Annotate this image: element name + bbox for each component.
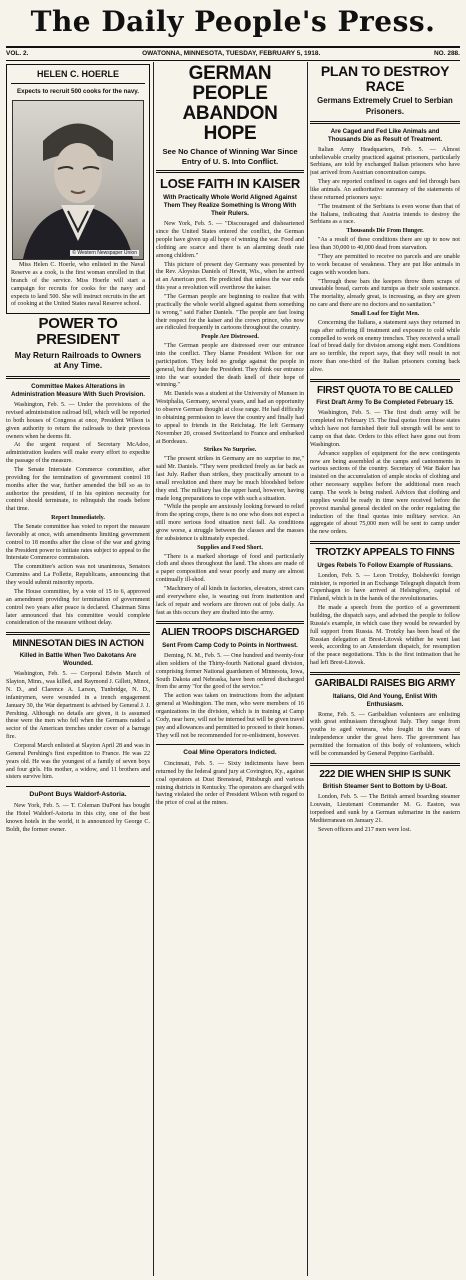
- photo-credit: © Western Newspaper Union: [72, 250, 137, 257]
- race-deck2: Are Caged and Fed Like Animals and Thousands Die as Result of Treatment.: [327, 127, 443, 143]
- column-3: [310, 62, 460, 1278]
- sink-headline: 222 DIE WHEN SHIP IS SUNK: [319, 768, 451, 780]
- garibaldi-article: Rome, Feb. 5. — Garibaldian volunteers are enlisting with great enthusiasm throughout Italy. They range from youths to aged veterans, who fought in the wars of independence under the great hero. The government has permitted the formation of this body of volunteers, which will be commanded by General Peppino Garibaldi.: [310, 711, 460, 757]
- hoerle-caption: Miss Helen C. Hoerle, who enlisted in the Naval Reserve as a cook, is the first woman enrolled in that branch of the service. Miss Hoerle will start a campaign for recruits for cooks for the navy and expects to land 500. She will instruct recruits in the art of cooking at the United States naval Reserve school.: [11, 262, 145, 308]
- power-deck2: Committee Makes Alterations in Administration Measure With Such Provision.: [10, 383, 146, 399]
- volume-label: VOL. 2.: [6, 50, 29, 57]
- german-deck: See No Chance of Winning War Since Entry of U. S. Into Conflict.: [162, 146, 298, 166]
- issue-number: NO. 288.: [433, 50, 460, 57]
- race-headline: PLAN TO DESTROY RACE: [320, 63, 450, 94]
- alien-headline: ALIEN TROOPS DISCHARGED: [160, 627, 300, 639]
- minnesotan-headline: MINNESOTAN DIES IN ACTION: [12, 638, 144, 650]
- dateline: [6, 46, 460, 61]
- column-1: [6, 62, 150, 1278]
- quota-headline: FIRST QUOTA TO BE CALLED: [317, 384, 453, 396]
- alien-deck: Sent From Camp Cody to Points in Northwest.: [162, 641, 298, 649]
- race-article: Italian Army Headquarters, Feb. 5. — Almost unbelievable cruelty practiced against prisoners, particularly Serbians, are told by exchanged Italian prisoners who have just arrived from Austrian concentration camps. They are reported confined in cages and fed through bars like animals. An authoritative summary of the statements of these returned prisoners says: "The treatment of the Serbians is even worse than that of the Italians, indicating that Austria intends to destroy the Serbians as a race. Thousands Die From Hunger. "As a result of these conditions there are up to now not less than 30,000 to 40,000 dead from starvation. "They are permitted to receive no parcels and are unable to work because of weakness. They are put like animals in cages with wooden bars. "Through these bars the keepers throw them scraps of uneatable bread, carrots and turnips as their sole sustenance. The mortality, already great, is increasing, as they are given no care and there are no doctors and no sanitation." Small Loaf for Eight Men. Concerning the Italians, a statement says they returned in rags after suffering ill treatment and exposure to cold while compelled to work on enemy trenches. They received a small loaf of bread daily for division among eight men. Conditions are so terrible, the report says, that they will result in not more than one-third of the Italian prisoners coming back alive.: [310, 146, 460, 373]
- alien-article: Deming, N. M., Feb. 5. — One hundred and twenty-four alien soldiers of the Thirty-fourth National guard division, comprising former National guardsmen of Minnesota, Iowa, South Dakota and Nebraska, have been ordered discharged from the army "for the good of the service." The action was taken on instructions from the adjutant general at Washington. The men, who were members of 16 organizations in the division, which is in training at Camp Cody, near here, will not be interned but will be given travel pay and allowances and permitted to proceed to their homes. They will not be recommended for re-enlistment, however.: [156, 652, 304, 739]
- kaiser-article: New York, Feb. 5. — "Discouraged and disheartened since the United States entered the conflict, the German people have given up all hope of winning the war. Food and clothing are scarce and there is an alarming death rate among children." This picture of present day Germany was presented by the Rev. Aloysius Daniels of Hewitt, Wis., when he arrived at an American port. He predicted that unless the war ends this year a revolution will overthrow the kaiser. "The German people are beginning to realize that with practically the whole world aligned against them something is wrong," said Father Daniels. "The people are fast losing their respect for the kaiser and the crown prince, who now are ridiculed frequently in cartoons throughout the country. People Are Distressed. "The German people are distressed over our entrance into the conflict. They blame President Wilson for our participation. They hold no grudge against the people in general, but they hate the President. They think our entrance into the war sounded the death knell of their hope of winning." Mr. Daniels was a student at the University of Munsen in Westphalia, Germany, several years, and had an opportunity to observe German thought at close range. He had difficulty in obtaining permission to leave the country and finally had to appeal to friends in the Reichstag. He left Germany November 20, crossed Switzerland to France and embarked at Bordeaux. Strikes No Surprise. "The present strikes in Germany are no surprise to me," said Mr. Daniels. "They were predicted freely as far back as last July. Rather than strikes, they practically amount to a small revolution and there may be much bloodshed before they end. The military has the upper hand, however, having made long preparations to cope with such a situation. "While the people are anxiously looking forward to relief from the spring crops, there is no one who does not expect a still more serious food situation next fall. As conditions grow worse, a struggle between the classes and the masses for subsistence is ultimately expected. Supplies and Food Short. "There is a marked shortage of food and particularly cloth and shoes throughout the land. The shoes are made of a paper composition and wear poorly and many are almost continually ill-shod. "Machinery of all kinds in factories, elevators, street cars and everywhere else, is wearing out from inattention and lack of repair and workers are thrown out of jobs daily. As fast as this occurs they are drafted into the army.: [156, 221, 304, 616]
- hoerle-name: HELEN C. HOERLE: [36, 69, 119, 79]
- minnesotan-article: Washington, Feb. 5. — Corporal Edwin March of Slayton, Minn., was killed, and Raymond J. Gillett, Minot, N. D., and Clarence A. Larson, Tunbridge, N. D., infantrymen, were wounded in a trench engagement January 30, the War department is advised by General J. J. Pershing. Although no details are given, it is assumed these were the men who fell when the Germans raided a sector of the American trenches under cover of a barrage fire. Corporal March enlisted at Slayton April 28 and was in General Pershing's first expedition to France. He was 22 years old. He was the youngest of a family of seven boys and four girls. His mother, a widow, and 11 brothers and sisters survive him.: [6, 671, 150, 781]
- trotzky-deck: Urges Rebels To Follow Example of Russians.: [317, 561, 453, 569]
- power-article: Washington, Feb. 5. — Under the provisions of the revised administration railroad bill, which will be reported to both houses of Congress at once, President Wilson is given authority to return the railroads to their previous owners when he deems fit. At the urgent request of Secretary McAdoo, administration leaders will make every effort to expedite the passage of the measure. The Senate Interstate Commerce committee, after providing for the termination of government control 18 months after the war, further amended the bill so as to authorize the president, if in his opinion necessity for control should terminate, to relinquish the roads before that time. Report Immediately. The Senate committee has voted to report the measure favorably at once, with amendments limiting government control to 18 months after the close of the war and giving the President power to initiate rates subject to appeal to the Interstate Commerce commission. The committee's action was not unanimous, Senators Cummins and La Follette, Republicans, announcing that they would submit minority reports. The House committee, by a vote of 15 to 6, approved an amendment providing for termination of government control two years after peace is declared. Chairman Sims later announced that his committee would complete consideration of the measure without delay.: [6, 402, 150, 627]
- coal-article: Cincinnati, Feb. 5. — Sixty indictments have been returned by the federal grand jury at Covington, Ky., against coal operators at Dust Brenstead, Pittsburgh and various mining districts in Kentucky. The operators are charged with having violated the order of President Wilson with regard to the price of coal at the mines.: [156, 760, 304, 807]
- power-deck1: May Return Railroads to Owners at Any Time.: [14, 350, 142, 371]
- column-rule-1: [153, 62, 154, 1276]
- masthead-title: The Daily People's Press.: [30, 5, 436, 38]
- german-headline: GERMAN PEOPLE ABANDON HOPE: [182, 63, 278, 144]
- coal-headline: Coal Mine Operators Indicted.: [183, 749, 277, 757]
- dupont-headline: DuPont Buys Waldorf-Astoria.: [29, 791, 127, 799]
- garibaldi-deck: Italians, Old And Young, Enlist With Enthusiasm.: [332, 692, 438, 708]
- quota-deck: First Draft Army To Be Completed February 15.: [316, 399, 454, 407]
- portrait-illustration: [13, 101, 143, 259]
- minnesotan-deck: Killed in Battle When Two Dakotans Are Wounded.: [19, 652, 137, 668]
- dupont-article: New York, Feb. 5. — T. Coleman DuPont has bought the Hotel Waldorf-Astoria in this city, one of the best known hotels in the world, it is announced by George C. Boldt, the former owner.: [6, 803, 150, 833]
- race-deck1: Germans Extremely Cruel to Serbian Prisoners.: [317, 96, 453, 116]
- garibaldi-headline: GARIBALDI RAISES BIG ARMY: [314, 678, 456, 689]
- hoerle-subhead: Expects to recruit 500 cooks for the navy.: [17, 88, 139, 95]
- trotzky-article: London, Feb. 5. — Leon Trotzky, Bolsheviki foreign minister, is reported in an Exchange Telegraph dispatch from Copenhagen to have arrived at Helsingfors, capital of Finland, which is in the hands of the revolutionaries. He made a speech from the portico of a government building, the dispatch says, and advised the people to follow Russia's example, in which case they would be rewarded by full support from Russia. M. Trotzky has been head of the Russian delegation at Brest-Litovsk whither he went last week, according to an Amsterdam dispatch, for resumption of the peace negotiations. This is the first intimation that he had left Brest-Litovsk.: [310, 572, 460, 667]
- hoerle-feature: [6, 64, 150, 314]
- column-rule-2: [307, 62, 308, 1276]
- kaiser-deck: With Practically Whole World Aligned Against Them They Realize Something Is Wrong With Their Rulers.: [163, 194, 297, 218]
- place-date: OWATONNA, MINNESOTA, TUESDAY, FEBRUARY 5, 1918.: [142, 50, 321, 57]
- quota-article: Washington, Feb. 5. — The first draft army will be completed on February 15. The final quotas from those states which have not furnished their full strength will be sent to camp on that date. Orders to this effect have gone out from Washington. Advance supplies of equipment for the new contingents now are being assembled at the camps and cantonments in various sections of the country. Secretary of War Baker has insisted on the accumulation of ample stocks of clothing and other necessary supplies before the additional men reach camp. The work is being rushed. Advices that clothing and supplies would be ready in time were received before the provost marshal general decided on the order regulating the induction of the final quotas into military service. An aggregate of about 75,000 men will be sent to camp under the new orders.: [310, 410, 460, 536]
- sink-deck: British Steamer Sent to Bottom by U-Boat.: [322, 783, 448, 791]
- portrait-photo: [12, 100, 144, 260]
- trotzky-headline: TROTZKY APPEALS TO FINNS: [315, 547, 455, 559]
- kaiser-headline: LOSE FAITH IN KAISER: [160, 176, 300, 192]
- power-headline: POWER TO PRESIDENT: [36, 315, 120, 348]
- column-2: [156, 62, 304, 1278]
- sink-article: London, Feb. 5. — The British armed boarding steamer Louvain, Lieutenant Commander M. G. Easton, was torpedoed and sunk by a German submarine in the eastern Mediterranean on January 21. Seven officers and 217 men were lost.: [310, 794, 460, 833]
